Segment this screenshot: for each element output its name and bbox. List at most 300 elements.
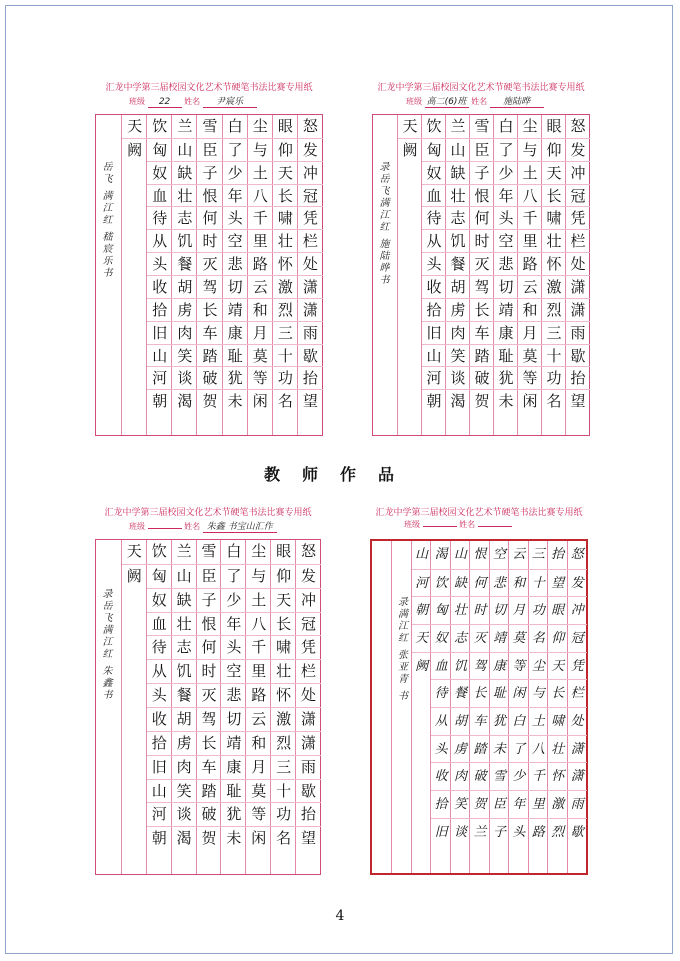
character-cell: 从 (431, 707, 450, 736)
character-cell: 头 (422, 252, 446, 276)
character-cell: 渴 (434, 547, 448, 562)
character-cell: 莫 (518, 344, 542, 368)
character-cell: 长 (197, 298, 222, 322)
text-column (493, 115, 518, 435)
character-cell: 未 (490, 735, 509, 764)
character-cell: 犹 (223, 366, 248, 390)
name-value: 施陆晔 (490, 94, 544, 108)
character-cell: 栏 (296, 659, 321, 684)
character-cell: 尘 (522, 117, 538, 135)
character-cell: 千 (518, 206, 542, 230)
character-cell: 贺 (470, 790, 489, 819)
text-column (196, 115, 222, 435)
character-cell: 少 (221, 588, 246, 613)
character-cell: 笑 (172, 779, 197, 804)
text-column (171, 115, 197, 435)
signature: 录岳飞满江红 施陆晔书 (377, 160, 388, 286)
character-cell: 山 (147, 779, 172, 804)
character-cell: 白 (226, 542, 242, 560)
character-cell: 发 (298, 138, 323, 162)
class-value: 22 (148, 97, 182, 108)
character-cell: 志 (446, 206, 470, 230)
character-cell: 闲 (518, 389, 542, 413)
text-column (220, 540, 246, 874)
character-cell: 激 (273, 275, 298, 299)
character-cell: 烈 (271, 731, 296, 756)
character-cell: 收 (422, 275, 446, 299)
character-cell: 长 (470, 679, 489, 708)
character-cell: 恨 (197, 612, 222, 637)
sheet-info (406, 94, 544, 108)
character-cell: 壮 (273, 229, 298, 253)
character-cell: 天 (271, 588, 296, 613)
character-cell: 耻 (490, 679, 509, 708)
character-cell: 栏 (568, 679, 587, 708)
character-cell: 处 (566, 252, 590, 276)
character-cell: 缺 (172, 588, 197, 613)
character-cell: 少 (223, 161, 248, 185)
character-cell: 饥 (446, 229, 470, 253)
character-cell: 雪 (474, 117, 490, 135)
character-cell: 河 (412, 569, 431, 598)
class-label: 班级 (129, 97, 145, 106)
character-cell: 山 (446, 138, 470, 162)
character-cell: 肉 (172, 755, 197, 780)
character-cell: 头 (147, 252, 172, 276)
character-cell: 阙 (412, 652, 431, 681)
character-cell: 年 (494, 184, 518, 208)
character-cell: 凭 (566, 206, 590, 230)
character-cell: 头 (223, 206, 248, 230)
character-cell: 潇 (298, 275, 323, 299)
character-cell: 头 (431, 735, 450, 764)
character-cell: 土 (518, 161, 542, 185)
text-column (517, 115, 542, 435)
character-cell: 灭 (197, 252, 222, 276)
character-cell: 壮 (172, 612, 197, 637)
character-cell: 了 (509, 735, 528, 764)
character-cell: 子 (197, 161, 222, 185)
character-cell: 眼 (548, 596, 567, 625)
character-cell: 激 (548, 790, 567, 819)
character-cell: 待 (147, 635, 172, 660)
character-cell: 怀 (271, 683, 296, 708)
character-cell: 望 (296, 826, 321, 851)
character-cell: 长 (271, 612, 296, 637)
character-cell: 奴 (147, 161, 172, 185)
character-cell: 切 (494, 275, 518, 299)
character-cell: 缺 (446, 161, 470, 185)
character-cell: 白 (227, 117, 243, 135)
character-cell: 餐 (172, 252, 197, 276)
character-cell: 和 (248, 298, 273, 322)
character-cell: 拾 (431, 790, 450, 819)
character-cell: 抬 (566, 366, 590, 390)
character-cell: 白 (498, 117, 514, 135)
character-cell: 莫 (246, 779, 271, 804)
character-cell: 啸 (548, 707, 567, 736)
character-cell: 天 (127, 117, 143, 135)
character-cell: 天 (542, 161, 566, 185)
character-cell: 十 (542, 344, 566, 368)
character-cell: 仰 (273, 138, 298, 162)
character-cell: 朝 (422, 389, 446, 413)
character-cell: 谈 (446, 366, 470, 390)
character-cell: 烈 (273, 298, 298, 322)
character-cell: 冠 (568, 624, 587, 653)
character-cell: 餐 (446, 252, 470, 276)
character-cell: 灭 (470, 624, 489, 653)
character-cell: 处 (298, 252, 323, 276)
character-cell: 未 (223, 389, 248, 413)
character-cell: 名 (273, 389, 298, 413)
character-cell: 雨 (568, 790, 587, 819)
character-cell: 奴 (422, 161, 446, 185)
character-cell: 血 (422, 184, 446, 208)
character-cell: 望 (566, 389, 590, 413)
character-cell: 了 (223, 138, 248, 162)
character-cell: 长 (542, 184, 566, 208)
character-cell: 饥 (172, 229, 197, 253)
character-cell: 望 (298, 389, 323, 413)
character-cell: 臣 (197, 564, 222, 589)
character-cell: 收 (147, 707, 172, 732)
text-column (270, 540, 296, 874)
character-cell: 山 (422, 344, 446, 368)
character-cell: 月 (246, 755, 271, 780)
calligraphy-sheet-1 (95, 80, 323, 440)
text-column (247, 115, 273, 435)
text-column (397, 115, 422, 435)
character-cell: 从 (147, 659, 172, 684)
text-column (245, 540, 271, 874)
character-cell: 破 (470, 366, 494, 390)
character-cell: 志 (172, 206, 197, 230)
character-cell: 凭 (298, 206, 323, 230)
empty-column (372, 541, 391, 873)
writing-grid (95, 539, 321, 875)
character-cell: 八 (248, 184, 273, 208)
character-cell: 三 (271, 755, 296, 780)
sheet-header: 汇龙中学第三届校园文化艺术节硬笔书法比赛专用纸 (375, 508, 583, 518)
sheet-info (129, 519, 277, 533)
character-cell: 冠 (298, 184, 323, 208)
character-cell: 怀 (273, 252, 298, 276)
text-column (567, 541, 587, 873)
character-cell: 匈 (431, 596, 450, 625)
character-cell: 康 (494, 321, 518, 345)
character-cell: 路 (529, 818, 548, 847)
character-cell: 冠 (296, 612, 321, 637)
character-cell: 等 (248, 366, 273, 390)
character-cell: 冲 (298, 161, 323, 185)
character-cell: 灭 (470, 252, 494, 276)
character-cell: 冠 (566, 184, 590, 208)
page-number: 4 (335, 908, 345, 924)
sheet-info (129, 94, 257, 108)
writing-grid (370, 539, 588, 875)
character-cell: 胡 (446, 275, 470, 299)
character-cell: 冲 (568, 596, 587, 625)
character-cell: 雨 (298, 321, 323, 345)
character-cell: 奴 (431, 624, 450, 653)
character-cell: 壮 (548, 735, 567, 764)
character-cell: 功 (542, 366, 566, 390)
character-cell: 康 (490, 652, 509, 681)
character-cell: 怀 (542, 252, 566, 276)
character-cell: 里 (248, 229, 273, 253)
character-cell: 奴 (147, 588, 172, 613)
character-cell: 潇 (298, 298, 323, 322)
text-column (541, 115, 566, 435)
character-cell: 壮 (172, 184, 197, 208)
character-cell: 兰 (177, 117, 193, 135)
text-column (489, 541, 509, 873)
calligraphy-sheet-4 (370, 505, 588, 877)
sheet-header: 汇龙中学第三届校园文化艺术节硬笔书法比赛专用纸 (104, 508, 312, 518)
character-cell: 餐 (451, 679, 470, 708)
teacher-section-title: 教师作品 (263, 465, 416, 484)
character-cell: 切 (490, 596, 509, 625)
character-cell: 头 (509, 818, 528, 847)
character-cell: 少 (509, 762, 528, 791)
character-cell: 朝 (147, 389, 172, 413)
text-column (222, 115, 248, 435)
character-cell: 肉 (172, 321, 197, 345)
character-cell: 少 (494, 161, 518, 185)
text-column (445, 115, 470, 435)
character-cell: 眼 (277, 117, 293, 135)
class-value: 高二(6)班 (425, 94, 469, 108)
character-cell: 路 (246, 683, 271, 708)
character-cell: 十 (529, 569, 548, 598)
character-cell: 耻 (223, 344, 248, 368)
character-cell: 歇 (566, 344, 590, 368)
name-value: 尹宸乐 (203, 94, 257, 108)
character-cell: 灭 (197, 683, 222, 708)
character-cell: 怀 (548, 762, 567, 791)
character-cell: 胡 (451, 707, 470, 736)
text-column (565, 115, 590, 435)
signature: 录岳飞满江红 朱鑫书 (99, 587, 111, 701)
character-cell: 虏 (172, 298, 197, 322)
character-cell: 里 (529, 790, 548, 819)
character-cell: 潇 (566, 275, 590, 299)
character-cell: 阙 (122, 564, 147, 589)
character-cell: 山 (172, 564, 197, 589)
character-cell: 土 (248, 161, 273, 185)
character-cell: 眼 (276, 542, 292, 560)
character-cell: 车 (470, 321, 494, 345)
text-column (121, 540, 147, 874)
character-cell: 犹 (221, 802, 246, 827)
text-column (528, 541, 548, 873)
name-label: 姓名 (184, 522, 201, 531)
character-cell: 耻 (221, 779, 246, 804)
text-column (411, 541, 431, 873)
character-cell: 怒 (570, 117, 586, 135)
character-cell: 闲 (509, 679, 528, 708)
character-cell: 尘 (251, 542, 267, 560)
character-cell: 饮 (426, 117, 442, 135)
character-cell: 踏 (470, 735, 489, 764)
character-cell: 胡 (172, 707, 197, 732)
character-cell: 潇 (296, 707, 321, 732)
character-cell: 凭 (568, 652, 587, 681)
character-cell: 靖 (223, 298, 248, 322)
character-cell: 壮 (446, 184, 470, 208)
name-label: 姓名 (459, 520, 476, 529)
character-cell: 兰 (176, 542, 192, 560)
character-cell: 虏 (451, 735, 470, 764)
character-cell: 壮 (271, 659, 296, 684)
character-cell: 名 (542, 389, 566, 413)
character-cell: 谈 (172, 366, 197, 390)
character-cell: 笑 (446, 344, 470, 368)
character-cell: 贺 (197, 389, 222, 413)
character-cell: 驾 (197, 707, 222, 732)
character-cell: 年 (509, 790, 528, 819)
signature: 岳飞 满江红 嵇宸乐书 (100, 160, 111, 280)
character-cell: 从 (147, 229, 172, 253)
character-cell: 三 (542, 321, 566, 345)
character-cell: 雨 (296, 755, 321, 780)
character-cell: 饥 (172, 659, 197, 684)
character-cell: 犹 (494, 366, 518, 390)
character-cell: 靖 (221, 731, 246, 756)
character-cell: 千 (246, 635, 271, 660)
character-cell: 山 (454, 547, 468, 562)
character-cell: 缺 (172, 161, 197, 185)
character-cell: 犹 (490, 707, 509, 736)
character-cell: 凭 (296, 635, 321, 660)
character-cell: 三 (273, 321, 298, 345)
character-cell: 未 (221, 826, 246, 851)
character-cell: 云 (512, 547, 526, 562)
character-cell: 驾 (470, 652, 489, 681)
character-cell: 拾 (422, 298, 446, 322)
text-column (469, 115, 494, 435)
text-column (146, 115, 172, 435)
character-cell: 山 (172, 138, 197, 162)
text-column (547, 541, 567, 873)
character-cell: 壮 (451, 596, 470, 625)
character-cell: 肉 (446, 321, 470, 345)
character-cell: 悲 (494, 252, 518, 276)
character-cell: 八 (529, 735, 548, 764)
character-cell: 贺 (197, 826, 222, 851)
character-cell: 天 (548, 652, 567, 681)
character-cell: 阙 (398, 138, 422, 162)
character-cell: 靖 (494, 298, 518, 322)
character-cell: 抬 (296, 802, 321, 827)
character-cell: 与 (248, 138, 273, 162)
character-cell: 车 (197, 755, 222, 780)
character-cell: 云 (248, 275, 273, 299)
character-cell: 长 (470, 298, 494, 322)
character-cell: 贺 (470, 389, 494, 413)
character-cell: 歇 (298, 344, 323, 368)
text-column (430, 541, 450, 873)
character-cell: 时 (197, 229, 222, 253)
character-cell: 子 (490, 818, 509, 847)
character-cell: 等 (246, 802, 271, 827)
character-cell: 等 (509, 652, 528, 681)
character-cell: 旧 (431, 818, 450, 847)
character-cell: 和 (246, 731, 271, 756)
character-cell: 虏 (446, 298, 470, 322)
character-cell: 谈 (172, 802, 197, 827)
character-cell: 土 (246, 588, 271, 613)
character-cell: 时 (470, 229, 494, 253)
character-cell: 处 (296, 683, 321, 708)
character-cell: 车 (197, 321, 222, 345)
character-cell: 耻 (494, 344, 518, 368)
character-cell: 三 (531, 547, 545, 562)
character-cell: 踏 (197, 344, 222, 368)
text-column (295, 540, 321, 874)
character-cell: 空 (223, 229, 248, 253)
character-cell: 月 (509, 596, 528, 625)
character-cell: 等 (518, 366, 542, 390)
character-cell: 望 (548, 569, 567, 598)
character-cell: 渴 (172, 826, 197, 851)
character-cell: 十 (271, 779, 296, 804)
character-cell: 悲 (223, 252, 248, 276)
character-cell: 潇 (568, 762, 587, 791)
class-label: 班级 (406, 97, 422, 106)
character-cell: 何 (197, 206, 222, 230)
character-cell: 里 (518, 229, 542, 253)
character-cell: 饥 (451, 652, 470, 681)
character-cell: 栏 (566, 229, 590, 253)
character-cell: 雨 (566, 321, 590, 345)
text-column (272, 115, 298, 435)
character-cell: 肉 (451, 762, 470, 791)
character-cell: 渴 (172, 389, 197, 413)
character-cell: 抬 (551, 547, 565, 562)
character-cell: 收 (147, 275, 172, 299)
character-cell: 啸 (273, 206, 298, 230)
character-cell: 康 (223, 321, 248, 345)
character-cell: 恨 (197, 184, 222, 208)
character-cell: 千 (248, 206, 273, 230)
character-cell: 了 (221, 564, 246, 589)
character-cell: 胡 (172, 275, 197, 299)
character-cell: 饮 (151, 542, 167, 560)
character-cell: 啸 (542, 206, 566, 230)
calligraphy-sheet-2 (372, 80, 590, 440)
character-cell: 靖 (490, 624, 509, 653)
character-cell: 眼 (546, 117, 562, 135)
character-cell: 冲 (296, 588, 321, 613)
character-cell: 血 (147, 612, 172, 637)
character-cell: 雪 (202, 117, 218, 135)
character-cell: 谈 (451, 818, 470, 847)
character-cell: 名 (529, 624, 548, 653)
character-cell: 朝 (147, 826, 172, 851)
character-cell: 臣 (490, 790, 509, 819)
character-cell: 破 (197, 802, 222, 827)
character-cell: 怒 (302, 117, 318, 135)
text-column (196, 540, 222, 874)
character-cell: 未 (494, 389, 518, 413)
text-column (171, 540, 197, 874)
character-cell: 月 (518, 321, 542, 345)
text-column (508, 541, 528, 873)
character-cell: 恨 (470, 184, 494, 208)
character-cell: 待 (422, 206, 446, 230)
